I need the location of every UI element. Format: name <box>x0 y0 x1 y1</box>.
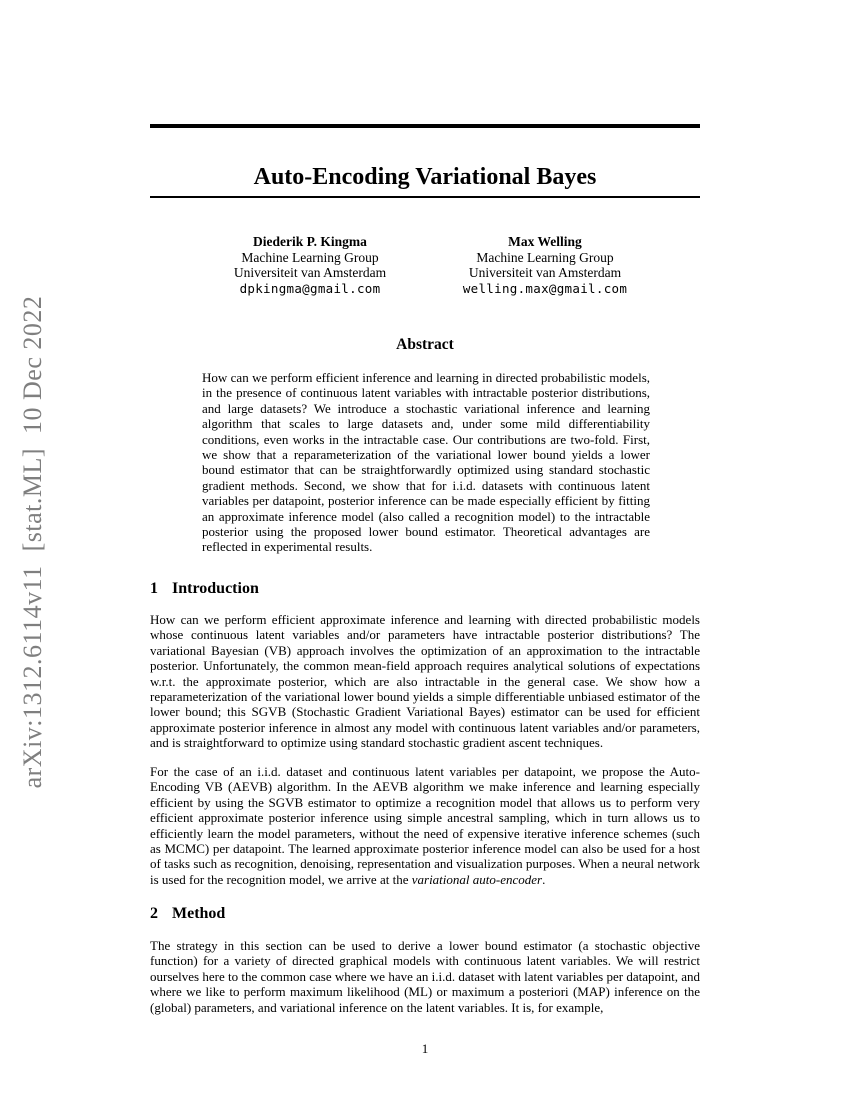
author-block-kingma <box>200 234 420 296</box>
author-email: dpkingma@gmail.com <box>239 280 381 296</box>
intro-paragraph-1: How can we perform efficient approximate inference and learning with directed probabilistic models whose continuous latent variables and/or parameters have intractable posterior distributions? The variational Bayesian (VB) approach involves the optimization of an approximation to the intractable posterior. Unfortunately, the common mean-field approach requires analytical solutions of expectations w.r.t. the approximate posterior, which are also intractable in the general case. We show how a reparameterization of the variational lower bound yields a simple differentiable unbiased estimator of the lower bound; this SGVB (Stochastic Gradient Variational Bayes) estimator can be used for efficient approximate posterior inference in almost any model with continuous latent variables and/or parameters, and is straightforward to optimize using standard stochastic gradient ascent techniques. <box>150 612 700 751</box>
intro-paragraph-2 <box>150 764 700 887</box>
section-number: 1 <box>150 580 158 597</box>
section-number: 2 <box>150 905 158 922</box>
method-paragraph-1: The strategy in this section can be used to derive a lower bound estimator (a stochastic objective function) for a variety of directed graphical models with continuous latent variables. We will restrict ourselves here to the common case where we have an i.i.d. dataset with latent variables per datapoint, and where we like to perform maximum likelihood (ML) or maximum a posteriori (MAP) inference on the (global) parameters, and variational inference on the latent variables. It is, for example, <box>150 938 700 1015</box>
intro-paragraph-2-end: . <box>542 871 546 887</box>
arxiv-watermark: arXiv:1312.6114v11 [stat.ML] 10 Dec 2022 <box>18 295 47 789</box>
author-block-welling <box>435 234 655 296</box>
section-heading-method <box>150 905 700 923</box>
title-rule-bottom <box>150 196 700 198</box>
paper-title: Auto-Encoding Variational Bayes <box>253 164 597 191</box>
page-number: 1 <box>421 1041 429 1056</box>
intro-paragraph-2-emphasis: variational auto-encoder <box>411 871 543 887</box>
author-group: Machine Learning Group <box>241 249 379 265</box>
author-institution: Universiteit van Amsterdam <box>233 265 387 280</box>
abstract-heading: Abstract <box>396 336 454 353</box>
section-heading-introduction <box>150 580 700 598</box>
intro-paragraph-2-text: For the case of an i.i.d. dataset and continuous latent variables per datapoint, we propose the Auto-Encoding VB (AEVB) algorithm. In the AEVB algorithm we make inference and learning especially efficient by using the SGVB estimator to optimize a recognition model that allows us to perform very efficient approximate posterior inference using simple ancestral sampling, which in turn allows us to efficiently learn the model parameters, without the need of expensive iterative inference schemes (such as MCMC) per datapoint. The learned approximate posterior inference model can also be used for a host of tasks such as recognition, denoising, representation and visualization purposes. When a neural network is used for the recognition model, we arrive at the <box>150 764 700 887</box>
section-title: Introduction <box>172 580 259 597</box>
author-group: Machine Learning Group <box>476 249 614 265</box>
abstract-text: How can we perform efficient inference and learning in directed probabilistic models, in the presence of continuous latent variables with intractable posterior distributions, and large datasets? We introduce a stochastic variational inference and learning algorithm that scales to large datasets and, under some mild differentiability conditions, even works in the intractable case. Our contributions are two-fold. First, we show that a reparameterization of the variational lower bound yields a lower bound estimator that can be straightforwardly optimized using standard stochastic gradient methods. Second, we show that for i.i.d. datasets with continuous latent variables per datapoint, posterior inference can be made especially efficient by fitting an approximate inference model (also called a recognition model) to the intractable posterior using the proposed lower bound estimator. Theoretical advantages are reflected in experimental results. <box>202 370 650 555</box>
author-institution: Universiteit van Amsterdam <box>468 265 622 280</box>
section-title: Method <box>172 905 226 922</box>
author-name: Diederik P. Kingma <box>253 234 367 249</box>
author-email: welling.max@gmail.com <box>462 280 628 296</box>
title-rule-top <box>150 124 700 128</box>
authors-row <box>150 234 700 296</box>
author-name: Max Welling <box>508 234 582 249</box>
